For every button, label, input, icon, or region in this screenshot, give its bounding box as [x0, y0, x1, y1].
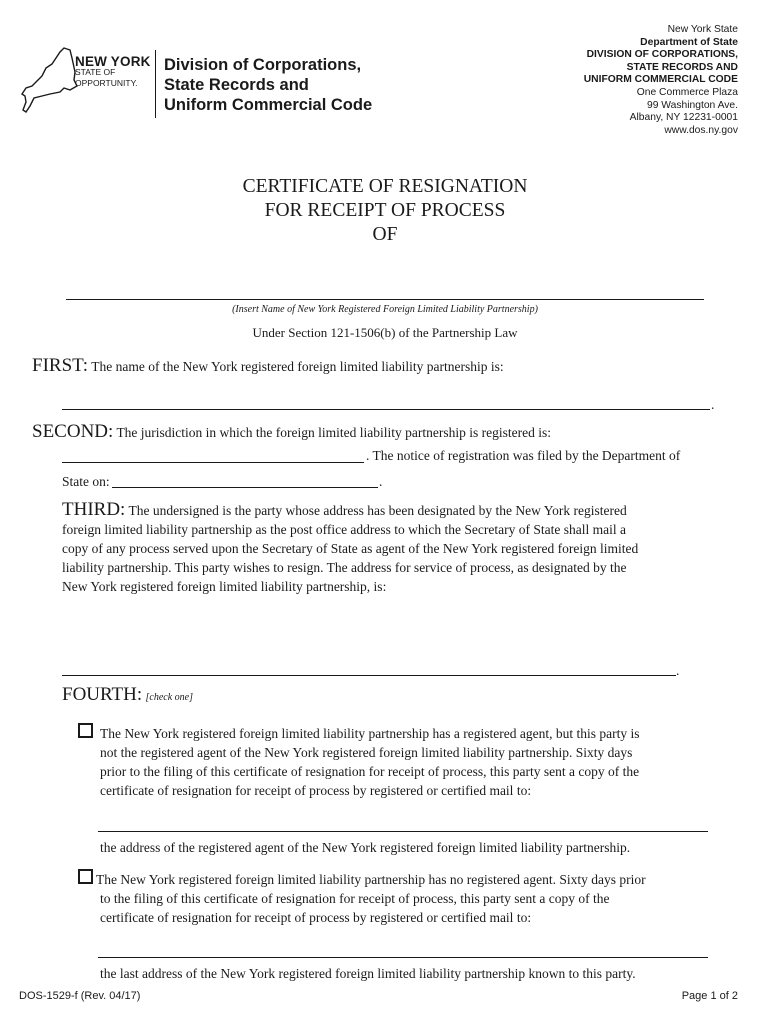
option2-caption: the last address of the New York registered foreign limited liability partnership known to this party. — [100, 966, 636, 981]
address-line: 99 Washington Ave. — [646, 99, 738, 111]
option1-caption: the address of the registered agent of the New York registered foreign limited liability partnership. — [100, 840, 631, 855]
option1-line: prior to the filing of this certificate of resignation for receipt of process, this party sent a copy of the — [100, 764, 640, 779]
title-line: OF — [372, 224, 398, 245]
address-line: UNIFORM COMMERCIAL CODE — [583, 74, 738, 86]
address-line: STATE RECORDS AND — [626, 61, 738, 73]
option2-line: The New York registered foreign limited liability partnership has no registered agent. Sixty days prior — [96, 872, 646, 887]
division-line: State Records and — [164, 76, 309, 94]
logo-line-3: OPPORTUNITY. — [75, 78, 138, 88]
page-number: Page 1 of 2 — [681, 990, 738, 1002]
fourth-heading: FOURTH: — [62, 684, 143, 705]
agency-address — [584, 24, 738, 137]
jurisdiction-field[interactable] — [62, 462, 364, 463]
section-reference: Under Section 121-1506(b) of the Partnership Law — [252, 325, 518, 340]
address-line: One Commerce Plaza — [636, 86, 738, 98]
logo-line-1: NEW YORK — [75, 54, 151, 69]
registered-agent-address-field[interactable] — [98, 831, 708, 832]
third-period: . — [676, 663, 680, 678]
division-name — [164, 55, 372, 115]
state-on-label: State on: — [62, 474, 110, 489]
check-one-label: [check one] — [145, 692, 194, 703]
registered-agent-checkbox[interactable] — [78, 723, 93, 738]
logo-divider — [155, 50, 156, 118]
third-line: copy of any process served upon the Secretary of State as agent of the New York registered foreign limited — [62, 541, 639, 556]
division-line: Division of Corporations, — [164, 56, 362, 74]
option1-line: not the registered agent of the New York registered foreign limited liability partnership. Sixty days — [100, 745, 633, 760]
filing-date-field[interactable] — [112, 487, 378, 488]
no-registered-agent-checkbox[interactable] — [78, 869, 93, 884]
partnership-name-field[interactable] — [66, 299, 704, 300]
notice-text: . The notice of registration was filed by the Department of — [366, 448, 681, 463]
address-line: DIVISION OF CORPORATIONS, — [586, 49, 738, 61]
ny-logo-wordmark — [75, 56, 151, 89]
third-paragraph — [62, 500, 752, 596]
address-line: New York State — [667, 24, 738, 35]
option1-line: The New York registered foreign limited liability partnership has a registered agent, but this party is — [100, 726, 640, 741]
division-line: Uniform Commercial Code — [164, 96, 373, 114]
ny-state-map-icon — [20, 46, 78, 116]
second-heading: SECOND: — [32, 421, 114, 442]
last-known-address-field[interactable] — [98, 957, 708, 958]
option1-text — [100, 724, 740, 800]
service-address-field[interactable] — [62, 675, 676, 676]
first-paragraph — [32, 356, 504, 376]
title-line: CERTIFICATE OF RESIGNATION — [242, 176, 528, 197]
first-heading: FIRST: — [32, 355, 89, 376]
third-line: liability partnership. This party wishes to resign. The address for service of process, as designated by the — [62, 560, 627, 575]
title-line: FOR RECEIPT OF PROCESS — [264, 200, 506, 221]
website-link[interactable]: www.dos.ny.gov — [664, 124, 738, 136]
logo-line-2: STATE OF — [75, 67, 116, 77]
third-line: New York registered foreign limited liability partnership, is: — [62, 579, 387, 594]
address-line: Department of State — [640, 36, 738, 48]
insert-name-caption: (Insert Name of New York Registered Foreign Limited Liability Partnership) — [232, 304, 538, 315]
option2-line: certificate of resignation for receipt of process by registered or certified mail to: — [100, 910, 532, 925]
second-paragraph — [32, 422, 551, 442]
first-period: . — [711, 397, 715, 412]
document-title — [0, 175, 770, 247]
second-text: The jurisdiction in which the foreign limited liability partnership is registered is: — [116, 425, 551, 440]
partnership-name-answer-field[interactable] — [62, 409, 710, 410]
second-period: . — [379, 474, 383, 489]
third-line-text: The undersigned is the party whose address has been designated by the New York registered — [128, 503, 627, 518]
option2-text — [96, 870, 756, 927]
third-line: foreign limited liability partnership as the post office address to which the Secretary of State shall mail a — [62, 522, 626, 537]
third-heading: THIRD: — [62, 499, 126, 520]
fourth-heading-row — [62, 685, 193, 707]
option1-line: certificate of resignation for receipt of process by registered or certified mail to: — [100, 783, 532, 798]
third-line — [62, 500, 752, 520]
form-id: DOS-1529-f (Rev. 04/17) — [19, 990, 141, 1002]
option2-line: to the filing of this certificate of resignation for receipt of process, this party sent a copy of the — [100, 891, 610, 906]
first-text: The name of the New York registered foreign limited liability partnership is: — [91, 359, 504, 374]
address-line: Albany, NY 12231-0001 — [629, 112, 738, 124]
